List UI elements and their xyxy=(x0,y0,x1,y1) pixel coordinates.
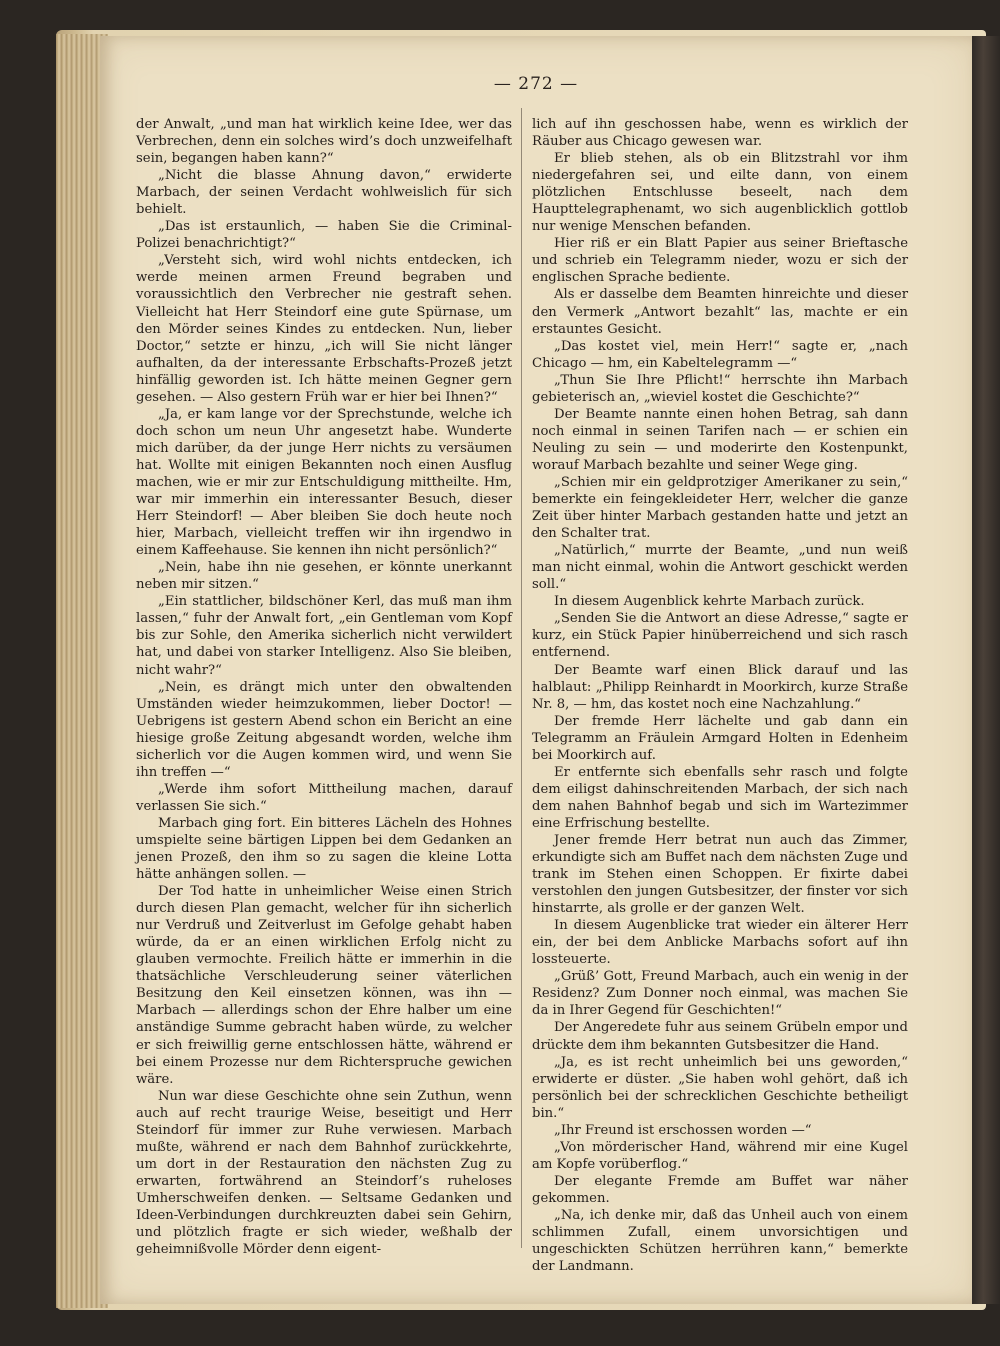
paragraph: „Von mörderischer Hand, während mir eine Kugel am Kopfe vorüberflog.“ xyxy=(532,1139,908,1172)
paragraph: Der Beamte nannte einen hohen Betrag, sah dann noch einmal in seinen Tarifen nach — er schien ein Neuling zu sein — und moderirte den Kostenpunkt, worauf Marbach bezahlte und seiner Wege ging. xyxy=(532,406,908,473)
paragraph: „Ein stattlicher, bildschöner Kerl, das muß man ihm lassen,“ fuhr der Anwalt fort, „ein Gentleman vom Kopf bis zur Sohle, den Amerika sicherlich nicht verwildert hat, und dabei von starker Intelligenz. Also Sie bleiben, nicht wahr?“ xyxy=(136,594,512,678)
paragraph: Der Tod hatte in unheimlicher Weise einen Strich durch diesen Plan gemacht, welcher für ihn sicherlich nur Verdruß und Zeitverlust im Gefolge gehabt haben würde, da er an einen wirklichen Erfolg nicht zu glauben vermochte. Freilich hätte er immerhin in die thatsächliche Verschleuderung seiner väterlichen Besitzung den Keil einsetzen können, was ihn — Marbach — allerdings schon der Ehre halber um eine anständige Summe gebracht haben würde, zu welcher er sich freiwillig gerne entschlossen hätte, während er bei einem Prozesse nur dem Richterspruche gewichen wäre. xyxy=(136,884,512,1087)
paragraph: Marbach ging fort. Ein bitteres Lächeln des Hohnes umspielte seine bärtigen Lippen bei dem Gedanken an jenen Prozeß, den ihm so zu sagen die kleine Lotta hätte anhängen sollen. — xyxy=(136,815,512,883)
paragraph: In diesem Augenblick kehrte Marbach zurück. xyxy=(554,594,865,610)
paragraph: lich auf ihn geschossen habe, wenn es wirklich der Räuber aus Chicago gewesen war. xyxy=(532,117,908,150)
paragraph: „Ihr Freund ist erschossen worden —“ xyxy=(554,1122,812,1138)
paragraph: „Nein, es drängt mich unter den obwaltenden Umständen wieder heimzukommen, lieber Doctor! — Uebrigens ist gestern Abend schon ein Bericht an eine hiesige große Zeitung abgesandt worden, welche ihm sicherlich vor die Augen kommen wird, und wenn Sie ihn treffen —“ xyxy=(136,679,512,780)
paragraph: „Versteht sich, wird wohl nichts entdecken, ich werde meinen armen Freund begraben und voraussichtlich den Verbrecher nie gestraft sehen. Vielleicht hat Herr Steindorf eine gute Spürnase, um den Mörder seines Kindes zu entdecken. Nun, lieber Doctor,“ setzte er hinzu, „ich will Sie nicht länger aufhalten, da der interessante Erbschafts-Prozeß jetzt hinfällig geworden ist. Ich hätte meinen Gegner gern gesehen. — Also gestern Früh war er hier bei Ihnen?“ xyxy=(136,253,512,405)
book-right-edge xyxy=(972,36,1000,1304)
paragraph: Nun war diese Geschichte ohne sein Zuthun, wenn auch auf recht traurige Weise, beseitigt und Herr Steindorf für immer zur Ruhe verwiesen. Marbach mußte, während er nach dem Bahnhof zurückkehrte, um dort in der Restauration den nächsten Zug zu erwarten, fortwährend an Steindorf’s ruheloses Umherschweifen denken. — Seltsame Gedanken und Ideen-Verbindungen durchkreuzten dabei sein Gehirn, und plötzlich fragte er sich wieder, weßhalb der geheimnißvolle Mörder denn eigent- xyxy=(136,1088,512,1258)
paragraph: „Senden Sie die Antwort an diese Adresse,“ sagte er kurz, ein Stück Papier hinüberreichend und sich rasch entfernend. xyxy=(532,611,908,661)
paragraph: Er entfernte sich ebenfalls sehr rasch und folgte dem eiligst dahinschreitenden Marbach, der sich nach dem nahen Bahnhof begab und sich im Wartezimmer eine Erfrischung bestellte. xyxy=(532,764,908,831)
book-page xyxy=(100,36,972,1304)
paragraph: In diesem Augenblicke trat wieder ein älterer Herr ein, der bei dem Anblicke Marbachs sofort auf ihn lossteuerte. xyxy=(532,918,908,968)
paragraph: „Na, ich denke mir, daß das Unheil auch von einem schlimmen Zufall, einem unvorsichtigen und ungeschickten Schützen herrühren kann,“ bemerkte der Landmann. xyxy=(532,1208,908,1275)
paragraph: Der Angeredete fuhr aus seinem Grübeln empor und drückte dem ihm bekannten Gutsbesitzer die Hand. xyxy=(532,1020,908,1053)
paragraph: Hier riß er ein Blatt Papier aus seiner Brieftasche und schrieb ein Telegramm nieder, wozu er sich der englischen Sprache bediente. xyxy=(532,236,908,286)
page-number: — 272 — xyxy=(493,74,579,94)
paragraph: „Das kostet viel, mein Herr!“ sagte er, „nach Chicago — hm, ein Kabeltelegramm —“ xyxy=(532,338,908,371)
paragraph: Er blieb stehen, als ob ein Blitzstrahl vor ihm niedergefahren sei, und eilte dann, von einem plötzlichen Entschlusse beseelt, nach dem Haupttelegraphenamt, wo sich augenblicklich gottlob nur wenige Menschen befanden. xyxy=(532,151,908,235)
paragraph: Als er dasselbe dem Beamten hinreichte und dieser den Vermerk „Antwort bezahlt“ las, machte er ein erstauntes Gesicht. xyxy=(532,287,908,337)
paragraph: Jener fremde Herr betrat nun auch das Zimmer, erkundigte sich am Buffet nach dem nächsten Zuge und trank im Stehen einen Schoppen. Er fixirte dabei verstohlen den jungen Gutsbesitzer, der finster vor sich hinstarrte, als grolle er der ganzen Welt. xyxy=(532,832,908,917)
paragraph: „Grüß’ Gott, Freund Marbach, auch ein wenig in der Residenz? Zum Donner noch einmal, was machen Sie da in Ihrer Gegend für Geschichten!“ xyxy=(532,969,908,1019)
column-divider xyxy=(521,108,522,1248)
paragraph: „Nein, habe ihn nie gesehen, er könnte unerkannt neben mir sitzen.“ xyxy=(136,560,512,593)
paragraph: „Schien mir ein geldprotziger Amerikaner zu sein,“ bemerkte ein feingekleideter Herr, welcher die ganze Zeit über hinter Marbach gestanden hatte und jetzt an den Schalter trat. xyxy=(532,474,908,542)
left-column xyxy=(136,116,512,1258)
paragraph: Der Beamte warf einen Blick darauf und las halblaut: „Philipp Reinhardt in Moorkirch, kurze Straße Nr. 8, — hm, das kostet noch eine Nachzahlung.“ xyxy=(532,662,908,712)
paragraph: „Nicht die blasse Ahnung davon,“ erwiderte Marbach, der seinen Verdacht wohlweislich für sich behielt. xyxy=(136,168,512,218)
paragraph: „Das ist erstaunlich, — haben Sie die Criminal-Polizei benachrichtigt?“ xyxy=(136,219,512,252)
paragraph: „Thun Sie Ihre Pflicht!“ herrschte ihn Marbach gebieterisch an, „wieviel kostet die Geschichte?“ xyxy=(532,372,908,405)
paragraph: „Ja, er kam lange vor der Sprechstunde, welche ich doch schon um neun Uhr angesetzt habe. Wunderte mich darüber, da der junge Herr nichts zu versäumen hat. Wollte mit einigen Bekannten noch einen Ausflug machen, wie er mir zur Entschuldigung mittheilte. Hm, war mir immerhin ein interessanter Besuch, dieser Herr Steindorf! — Aber bleiben Sie doch heute noch hier, Marbach, vielleicht treffen wir ihn irgendwo in einem Kaffeehause. Sie kennen ihn nicht persönlich?“ xyxy=(136,406,512,559)
right-column xyxy=(532,116,908,1275)
paragraph: „Werde ihm sofort Mittheilung machen, darauf verlassen Sie sich.“ xyxy=(136,781,512,814)
paragraph: „Natürlich,“ murrte der Beamte, „und nun weiß man nicht einmal, wohin die Antwort geschickt werden soll.“ xyxy=(532,543,908,593)
paragraph: der Anwalt, „und man hat wirklich keine Idee, wer das Verbrechen, denn ein solches wird’s doch unzweifelhaft sein, begangen haben kann?“ xyxy=(136,117,512,167)
paragraph: „Ja, es ist recht unheimlich bei uns geworden,“ erwiderte er düster. „Sie haben wohl gehört, daß ich persönlich bei der schrecklichen Geschichte betheiligt bin.“ xyxy=(532,1054,908,1121)
paragraph: Der elegante Fremde am Buffet war näher gekommen. xyxy=(532,1173,908,1206)
paragraph: Der fremde Herr lächelte und gab dann ein Telegramm an Fräulein Armgard Holten in Edenheim bei Moorkirch auf. xyxy=(532,713,908,763)
